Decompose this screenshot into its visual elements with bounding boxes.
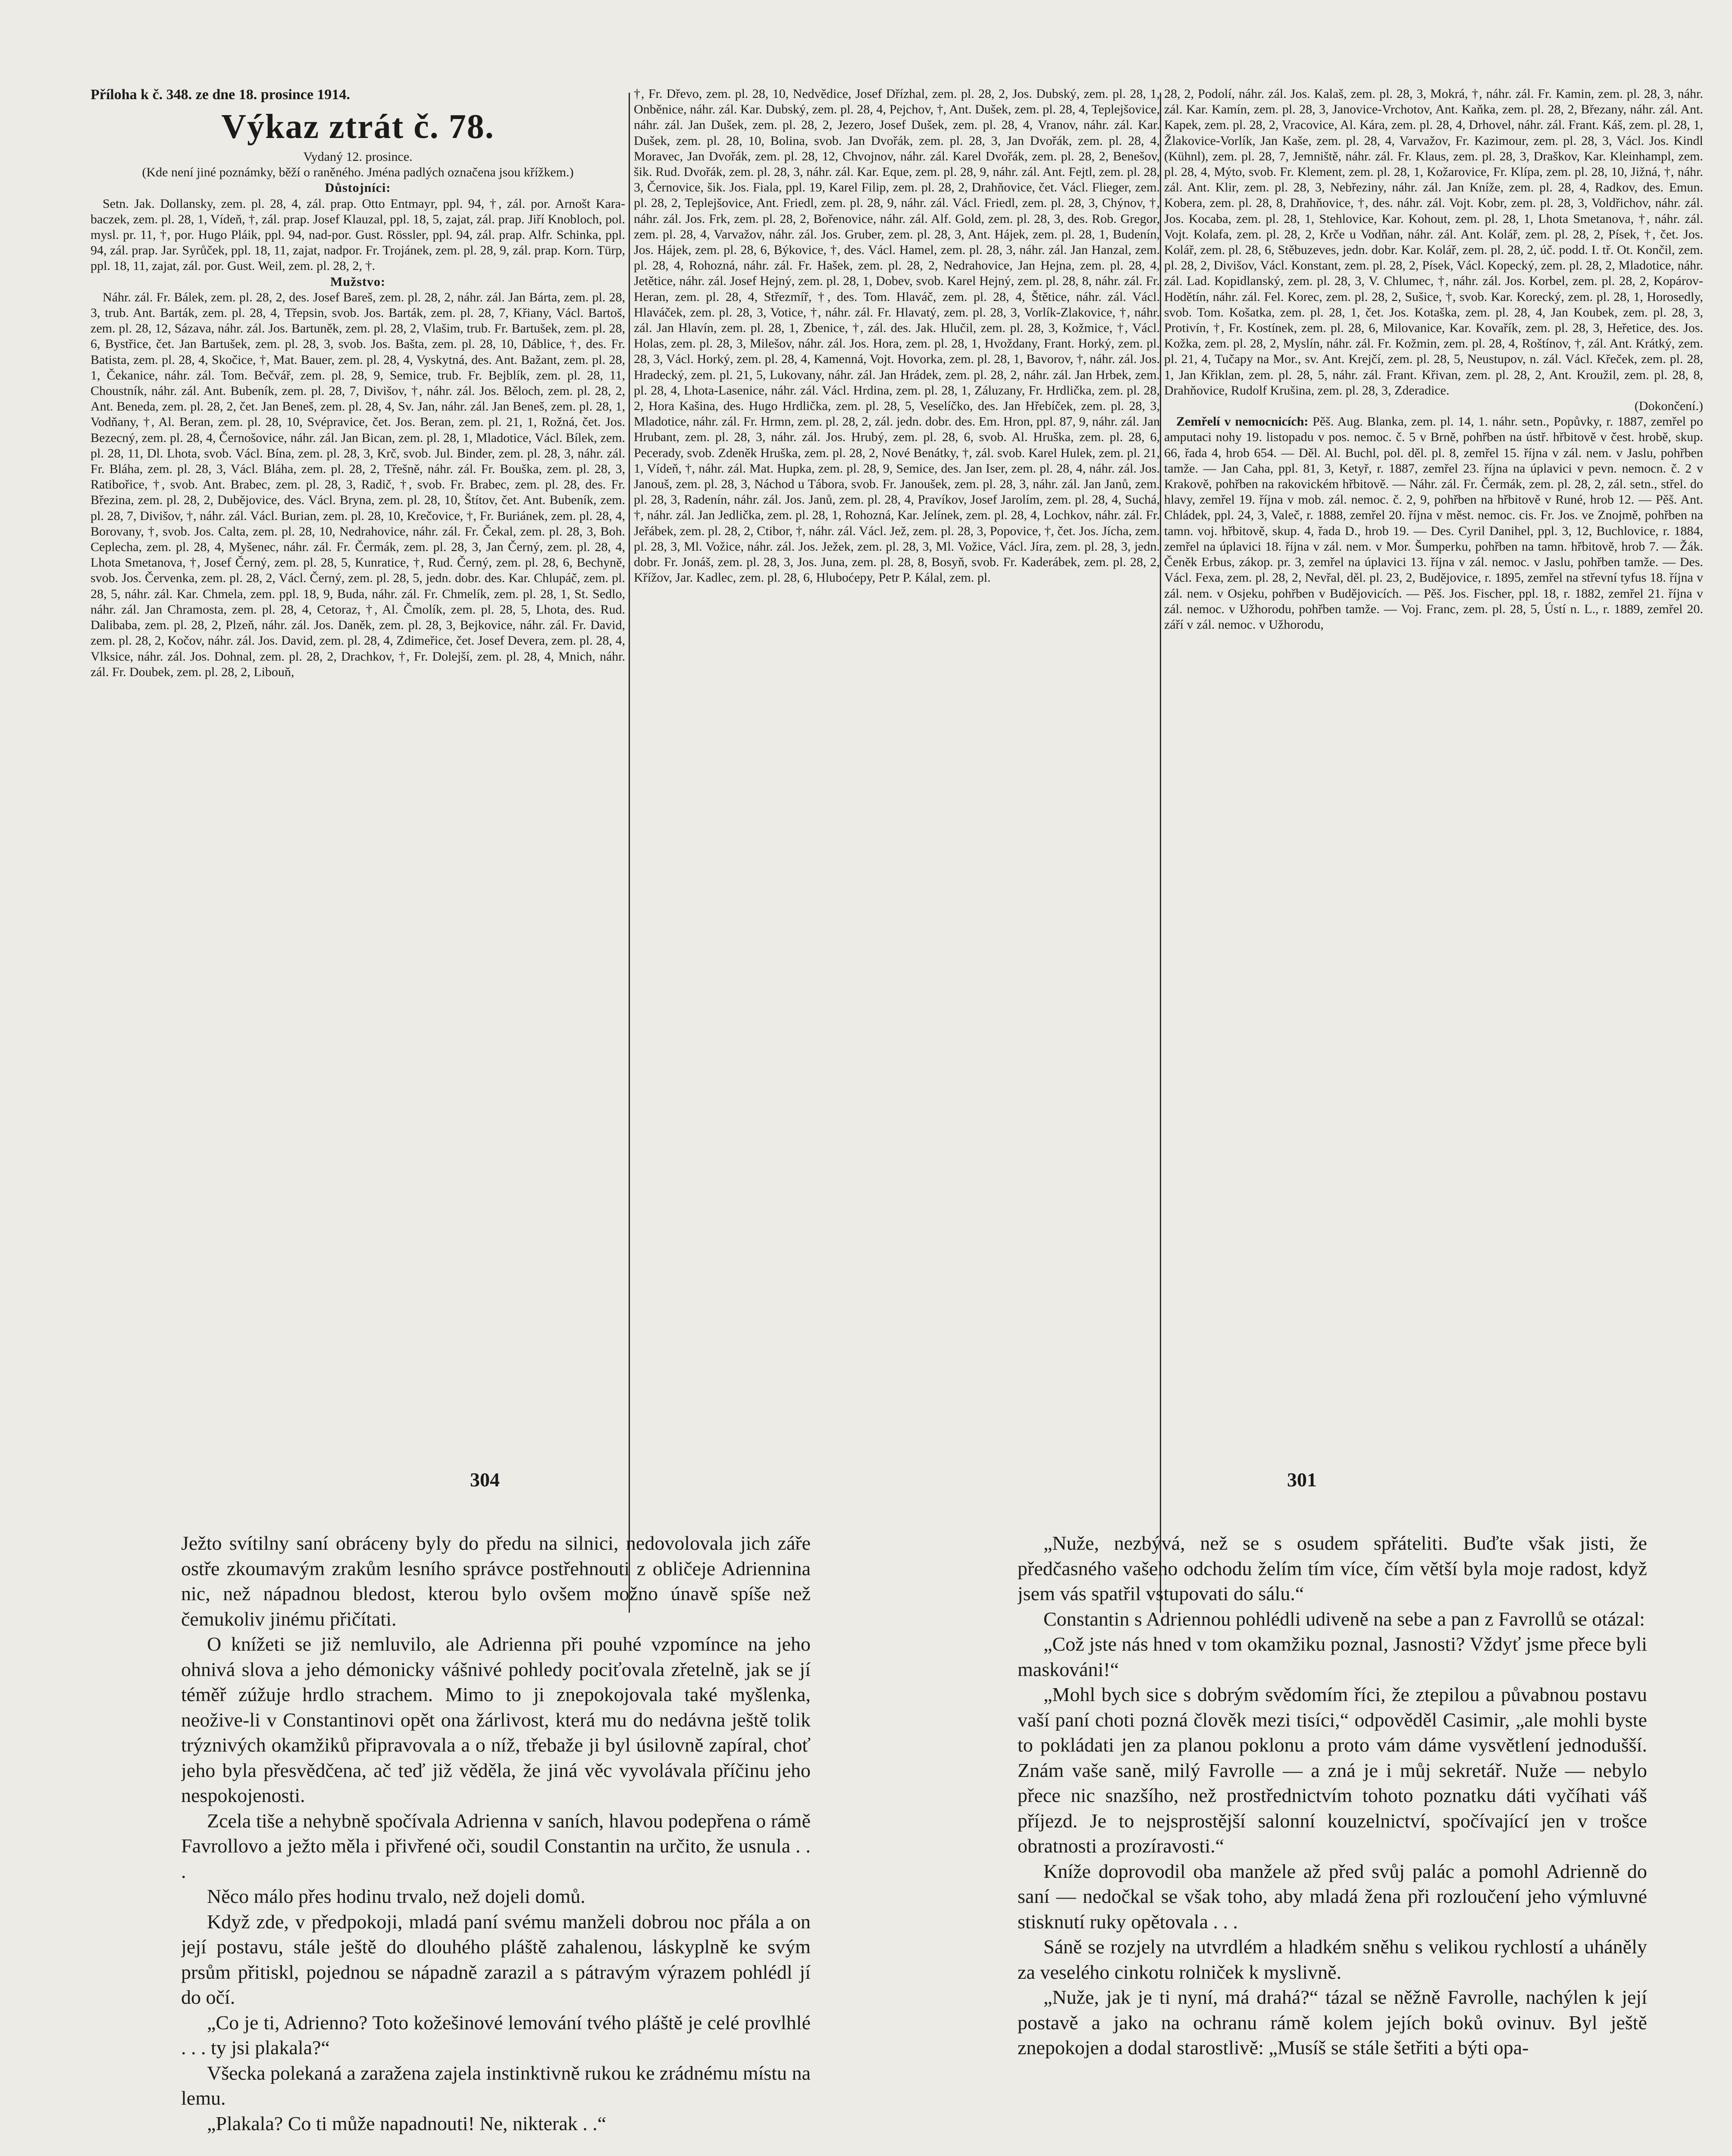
column-divider	[1160, 93, 1161, 1613]
story-paragraph: „Což jste nás hned v tom okamžiku poznal, Jasnosti? Vždyť jsme přece byli maskováni!“	[1018, 1633, 1647, 1680]
hospital-deaths-list: Pěš. Aug. Blanka, zem. pl. 14, 1. náhr. setn., Popůvky, r. 1887, zemřel po amputaci nohy 19. listopadu v pos. nemoc. č. 5 v Brně, pohřben na ústř. hřbitově v čest. hrobě, skup. 66, řada 4, hrob 654. — Děl. Al. Buchl, pol. děl. pl. 8, zemřel 15. října v zál. nem. v Jaslu, pohřben tamže. — Jan Caha, ppl. 81, 3, Ketyř, r. 1887, zemřel 23. října na úplavici v pevn. nemocn. č. 2 v Krakově, pohřben na rakovickém hřbitově. — Náhr. zál. Fr. Čermák, zem. pl. 28, 2, zál. setn., střel. do hlavy, zemřel 19. října v mob. zál. nemoc. č. 2, 9, pohřben na hřbitově v Runé, hrob 12. — Pěš. Ant. Chládek, ppl. 24, 3, Valeč, r. 1888, zemřel 20. října v měst. nemoc. cis. Fr. Jos. ve Znojmě, pohřben na tamn. voj. hřbitově, skup. 4, řada D., hrob 19. — Des. Cyril Danihel, ppl. 3, 12, Buchlovice, r. 1884, zemřel na úplavici 18. října v zál. nem. v Mor. Šumperku, pohřben na tamn. hřbitově, hrob 7. — Žák. Čeněk Erbus, zákop. pr. 3, zemřel na úplavici 13. října v zál. nemoc. v Jaslu, pohřben tamže. — Des. Václ. Fexa, zem. pl. 28, 2, Nevřal, děl. pl. 23, 2, Budějovice, r. 1895, zemřel na střevní tyfus 18. října v zál. nem. v Osjeku, pohřben v Budějovicích. — Pěš. Jos. Fischer, ppl. 18, r. 1882, zemřel 21. října v zál. nemoc. v Užhorodu, pohřben tamže. — Voj. Franc, zem. pl. 28, 5, Ústí n. L., r. 1889, zemřel 20. září v zál. nemoc. v Užhorodu,	[1164, 414, 1703, 632]
story-column-left	[181, 1531, 811, 2156]
hospital-deaths-heading: Zemřelí v nemocnicích:	[1176, 414, 1309, 429]
story-paragraph: Něco málo přes hodinu trvalo, než dojeli domů.	[207, 1885, 586, 1907]
officers-heading: Důstojníci:	[325, 181, 391, 195]
report-title: Výkaz ztrát č. 78.	[221, 108, 495, 146]
story-paragraph: Zcela tiše a nehybně spočívala Adrienna v saních, hlavou podepřena o rámě Favrollovo a ježto měla i přivřené oči, soudil Constantin na určito, že usnula . . .	[181, 1809, 811, 1882]
men-list-1: Náhr. zál. Fr. Bálek, zem. pl. 28, 2, des. Josef Bareš, zem. pl. 28, 2, náhr. zál. Jan Bárta, zem. pl. 28, 3, trub. Ant. Barták, zem. pl. 28, 4, Třepsin, svob. Jos. Barták, zem. pl. 28, 7, Křiany, Václ. Bartoš, zem. pl. 28, 12, Sázava, náhr. zál. Jos. Bartuněk, zem. pl. 28, 2, Vlašim, trub. Fr. Bartušek, zem. pl. 28, 6, Bystřice, čet. Jan Bartušek, zem. pl. 28, 3, svob. Jos. Bašta, zem. pl. 28, 10, Dáblice, †, des. Fr. Batista, zem. pl. 28, 4, Skočice, †, Mat. Bauer, zem. pl. 28, 4, Vyskytná, des. Ant. Bažant, zem. pl. 28, 1, Čekanice, náhr. zál. Tom. Bečvář, zem. pl. 28, 9, Semice, trub. Fr. Bejblík, zem. pl. 28, 11, Choustník, náhr. zál. Ant. Bubeník, zem. pl. 28, 7, Divišov, †, náhr. zál. Jos. Běloch, zem. pl. 28, 2, Ant. Beneda, zem. pl. 28, 2, čet. Jan Beneš, zem. pl. 28, 4, Sv. Jan, náhr. zál. Jan Beneš, zem. pl. 28, 1, Vodňany, †, Al. Beran, zem. pl. 28, 10, Svépravice, čet. Jos. Beran, zem. pl. 21, 1, Rožná, čet. Jos. Bezecný, zem. pl. 28, 4, Černošovice, náhr. zál. Jan Bican, zem. pl. 28, 1, Mladotice, Václ. Bílek, zem. pl. 28, 11, Dl. Lhota, svob. Václ. Bína, zem. pl. 28, 3, Krč, svob. Jul. Binder, zem. pl. 28, 3, náhr. zál. Fr. Bláha, zem. pl. 28, 3, Václ. Bláha, zem. pl. 28, 2, Třešně, náhr. zál. Fr. Bouška, zem. pl. 28, 3, Ratibořice, †, svob. Ant. Brabec, zem. pl. 28, 3, Radič, †, svob. Fr. Brabec, zem. pl. 28, des. Fr. Březina, zem. pl. 28, 2, Dubějovice, des. Václ. Bryna, zem. pl. 28, 10, Štítov, čet. Ant. Bubeník, zem. pl. 28, 7, Divišov, †, náhr. zál. Václ. Burian, zem. pl. 28, 10, Krečovice, †, Fr. Buriánek, zem. pl. 28, 4, Borovany, †, svob. Jos. Calta, zem. pl. 28, 10, Nedrahovice, náhr. zál. Fr. Čekal, zem. pl. 28, 3, Boh. Ceplecha, zem. pl. 28, 4, Myšenec, náhr. zál. Fr. Čermák, zem. pl. 28, 3, Jan Černý, zem. pl. 28, 4, Lhota Smetanova, †, Josef Černý, zem. pl. 28, 5, Kunratice, †, Rud. Černý, zem. pl. 28, 6, Bechyně, svob. Jos. Červenka, zem. pl. 28, 2, Václ. Černý, zem. pl. 28, 5, jedn. dobr. des. Kar. Chlupáč, zem. pl. 28, 5, náhr. zál. Kar. Chmela, zem. ppl. 18, 9, Buda, náhr. zál. Fr. Chmelík, zem. pl. 28, 1, St. Sedlo, náhr. zál. Jan Chramosta, zem. pl. 28, 4, Cetoraz, †, Al. Čmolík, zem. pl. 28, 5, Lhota, des. Rud. Dalibaba, zem. pl. 28, 2, Plzeň, náhr. zál. Jos. Daněk, zem. pl. 28, 3, Bejkovice, náhr. zál. Fr. David, zem. pl. 28, 2, Kočov, náhr. zál. Jos. David, zem. pl. 28, 4, Zdimeřice, čet. Josef Devera, zem. pl. 28, 4, Vlksice, náhr. zál. Jos. Dohnal, zem. pl. 28, 2, Drachkov, †, Fr. Dolejší, zem. pl. 28, 4, Mnich, náhr. zál. Fr. Doubek, zem. pl. 28, 2, Libouň,	[91, 290, 625, 679]
story-paragraph: Ježto svítilny saní obráceny byly do předu na silnici, nedovolovala jich záře ostře zkoumavým zrakům lesního správce postřehnouti z obličeje Adriennina nic, než nápadnou bledost, kterou bylo ovšem možno únavě spíše než čemukoliv jinému přičítati.	[181, 1532, 811, 1630]
story-paragraph: O knížeti se již nemluvilo, ale Adrienna při pouhé vzpomínce na jeho ohnivá slova a jeho démonicky vášnivé pohledy pociťovala zřetelně, jak se jí téměř zúžuje hrdlo strachem. Mimo to ji znepokojovala také myšlenka, neožive-li v Constantinovi opět ona žárlivost, která mu do nedávna ještě tolik trýznivých okamžiků připravovala a o níž, třebaže ji byl úsilovně zapíral, choť jeho byla přesvědčena, ač teď již věděla, že jiná věc vyvolávala příčinu jeho nespokojenosti.	[181, 1633, 811, 1806]
casualty-column-3	[1164, 86, 1703, 1619]
story-paragraph: Sáně se rozjely na utvrdlém a hladkém sněhu s velikou rychlostí a uháněly za veselého cinkotu rolniček k myslivně.	[1018, 1936, 1647, 1983]
report-note: (Kde není jiné poznámky, běží o raněného. Jména padlých označena jsou křížkem.)	[142, 165, 574, 180]
men-heading: Mužstvo:	[330, 274, 385, 289]
page-number-left: 304	[470, 1469, 500, 1491]
supplement-header: Příloha k č. 348. ze dne 18. prosince 1914.	[91, 87, 350, 103]
story-paragraph: Všecka polekaná a zaražena zajela instinktivně rukou ke zrádnému místu na lemu.	[181, 2062, 811, 2109]
casualty-column-1	[91, 86, 625, 1619]
story-column-right	[1018, 1531, 1647, 2156]
column-divider	[629, 93, 630, 1613]
concluded-note: (Dokončení.)	[1634, 399, 1703, 414]
story-paragraph: „Co je ti, Adrienno? Toto kožešinové lemování tvého pláště je celé provlhlé . . . ty jsi plakala?“	[181, 2011, 811, 2059]
story-paragraph: „Nuže, jak je ti nyní, má drahá?“ tázal se něžně Favrolle, nachýlen k její postavě a jako na ochranu rámě kolem jejích boků ovinuv. Byl ještě znepokojen a dodal starostlivě: „Musíš se stále šetřiti a býti opa-	[1018, 1986, 1647, 2059]
story-paragraph: Kníže doprovodil oba manžele až před svůj palác a pomohl Adrienně do saní — nedočkal se však toho, aby mladá žena při rozloučení jeho výmluvné stisknutí ruky opětovala . . .	[1018, 1860, 1647, 1933]
men-list-3: 28, 2, Podolí, náhr. zál. Jos. Kalaš, zem. pl. 28, 3, Mokrá, †, náhr. zál. Fr. Kamin, zem. pl. 28, 3, náhr. zál. Kar. Kamín, zem. pl. 28, 3, Janovice-Vrchotov, Ant. Kaňka, zem. pl. 28, 2, Březany, náhr. zál. Ant. Kapek, zem. pl. 28, 2, Vracovice, Al. Kára, zem. pl. 28, 4, Drhovel, náhr. zál. Frant. Káš, zem. pl. 28, 1, Žlakovice-Vorlík, Jan Kaše, zem. pl. 28, 4, Varvažov, Fr. Kazimour, zem. pl. 28, 3, Václ. Jos. Kindl (Kühnl), zem. pl. 28, 7, Jemniště, náhr. zál. Fr. Klaus, zem. pl. 28, 3, Draškov, Kar. Kleinhampl, zem. pl. 28, 4, Mýto, svob. Fr. Klement, zem. pl. 28, 1, Kožarovice, Fr. Klípa, zem. pl. 28, 10, Jižná, †, náhr. zál. Ant. Klir, zem. pl. 28, 3, Nebřeziny, náhr. zál. Jan Kníže, zem. pl. 28, 4, Radkov, des. Emun. Kobera, zem. pl. 28, 8, Drahňovice, †, des. náhr. zál. Vojt. Kobr, zem. pl. 28, 3, Voldřichov, náhr. zál. Jos. Kocaba, zem. pl. 28, 1, Stehlovice, Kar. Kohout, zem. pl. 28, 1, Lhota Smetanova, †, náhr. zál. Vojt. Kolafa, zem. pl. 28, 2, Krče u Vodňan, náhr. zál. Ant. Kolář, zem. pl. 28, 2, Písek, †, čet. Jos. Kolář, zem. pl. 28, 6, Stěbuzeves, jedn. dobr. Kar. Kolář, zem. pl. 28, 2, úč. podd. I. tř. Ot. Končil, zem. pl. 28, 2, Divišov, Václ. Konstant, zem. pl. 28, 2, Písek, Václ. Kopecký, zem. pl. 28, 2, Mladotice, náhr. zál. Lad. Kopidlanský, zem. pl. 28, 3, V. Chlumec, †, náhr. zál. Jos. Korbel, zem. pl. 28, 2, Kopárov-Hodětín, náhr. zál. Fel. Korec, zem. pl. 28, 2, Sušice, †, svob. Kar. Korecký, zem. pl. 28, 1, Horosedly, svob. Tom. Košatka, zem. pl. 28, 1, čet. Jos. Kotaška, zem. pl. 28, 4, Jan Koubek, zem. pl. 28, 3, Protivín, †, Fr. Kostínek, zem. pl. 28, 6, Milovanice, Kar. Kovařík, zem. pl. 28, 3, Heřetice, des. Jos. Kožka, zem. pl. 28, 2, Myslín, náhr. zál. Fr. Kožmin, zem. pl. 28, 4, Roštínov, †, zál. Ant. Krátký, zem. pl. 21, 4, Tučapy na Mor., sv. Ant. Krejčí, zem. pl. 28, 5, Neustupov, n. zál. Václ. Křeček, zem. pl. 28, 1, Jan Křiklan, zem. pl. 28, 5, náhr. zál. Frant. Křivan, zem. pl. 28, 2, Ant. Kroužil, zem. pl. 28, 8, Drahňovice, Rudolf Krušina, zem. pl. 28, 3, Zderadice.	[1164, 87, 1703, 398]
story-paragraph: „Plakala? Co ti může napadnouti! Ne, nikterak . .“	[207, 2112, 607, 2134]
page-number-right: 301	[1287, 1469, 1317, 1491]
story-paragraph: Když zde, v předpokoji, mladá paní svému manželi dobrou noc přála a on její postavu, stále ještě do dlouhého pláště zahalenou, láskyplně ke svým prsům přitiskl, pojednou se nápadně zarazil a s pátravým výrazem pohlédl jí do očí.	[181, 1910, 811, 2008]
officers-list: Setn. Jak. Dollansky, zem. pl. 28, 4, zál. prap. Otto Entmayr, ppl. 94, †, zál. por. Arnošt Kara-baczek, zem. pl. 28, 1, Vídeň, †, zál. prap. Josef Klauzal, ppl. 18, 5, zajat, zál. prap. Jiří Knobloch, pol. mysl. pr. 11, †, por. Hugo Pláik, ppl. 94, nad-por. Gust. Rössler, ppl. 94, zál. prap. Alfr. Schinka, ppl. 94, zál. prap. Jar. Syrůček, ppl. 18, 11, zajat, nadpor. Fr. Trojánek, zem. pl. 28, 9, zál. prap. Korn. Türp, ppl. 18, 11, zajat, zál. por. Gust. Weil, zem. pl. 28, 2, †.	[91, 196, 625, 273]
men-list-2: †, Fr. Dřevo, zem. pl. 28, 10, Nedvědice, Josef Dřízhal, zem. pl. 28, 2, Jos. Dubský, zem. pl. 28, 1, Onběnice, náhr. zál. Kar. Dubský, zem. pl. 28, 4, Pejchov, †, Ant. Dušek, zem. pl. 28, 4, Teplejšovice, náhr. zál. Jan Dušek, zem. pl. 28, 2, Jezero, Josef Dušek, zem. pl. 28, 4, Vranov, náhr. zál. Kar. Dušek, zem. pl. 28, 10, Bolina, svob. Jan Dvořák, zem. pl. 28, 3, Jan Dvořák, zem. pl. 28, 4, Moravec, Jan Dvořák, zem. pl. 28, 12, Chvojnov, náhr. zál. Karel Dvořák, zem. pl. 28, 2, Benešov, šik. Rud. Dvořák, zem. pl. 28, 3, náhr. zál. Kar. Eque, zem. pl. 28, 9, náhr. zál. Ant. Fejtl, zem. pl. 28, 3, Černovice, šik. Jos. Fiala, ppl. 19, Karel Filip, zem. pl. 28, 2, Drahňovice, čet. Václ. Flieger, zem. pl. 28, 2, Teplejšovice, Ant. Friedl, zem. pl. 28, 9, náhr. zál. Václ. Friedl, zem. pl. 28, 3, Chýnov, †, náhr. zál. Jos. Frk, zem. pl. 28, 2, Bořenovice, náhr. zál. Alf. Gold, zem. pl. 28, 3, des. Rob. Gregor, zem. pl. 28, 4, Varvažov, náhr. zál. Jos. Gruber, zem. pl. 28, 3, Ant. Hájek, zem. pl. 28, 1, Budenín, Jos. Hájek, zem. pl. 28, 6, Býkovice, †, des. Václ. Hamel, zem. pl. 28, 3, náhr. zál. Jan Hanzal, zem. pl. 28, 4, Rohozná, náhr. zál. Fr. Hašek, zem. pl. 28, 2, Nedrahovice, Jan Hejna, zem. pl. 28, 4, Jetětice, náhr. zál. Josef Hejný, zem. pl. 28, 1, Dobev, svob. Karel Hejný, zem. pl. 28, 8, náhr. zál. Fr. Heran, zem. pl. 28, 4, Střezmíř, †, des. Tom. Hlaváč, zem. pl. 28, 4, Štětice, náhr. zál. Václ. Hlaváček, zem. pl. 28, 3, Votice, †, náhr. zál. Fr. Hlavatý, zem. pl. 28, 3, Vorlík-Zlakovice, †, náhr. zál. Jan Hlavín, zem. pl. 28, 1, Zbenice, †, zál. des. Jak. Hlučil, zem. pl. 28, 3, Kožmice, †, Václ. Holas, zem. pl. 28, 3, Milešov, náhr. zál. Jos. Hora, zem. pl. 28, 1, Hvoždany, Frant. Horký, zem. pl. 28, 3, Václ. Horký, zem. pl. 28, 4, Kamenná, Vojt. Hovorka, zem. pl. 28, 1, Bavorov, †, náhr. zál. Jos. Hradecký, zem. pl. 21, 5, Lukovany, náhr. zál. Jan Hrádek, zem. pl. 28, 2, náhr. zál. Jan Hrbek, zem. pl. 28, 4, Lhota-Lasenice, náhr. zál. Václ. Hrdina, zem. pl. 28, 1, Záluzany, Fr. Hrdlička, zem. pl. 28, 2, Hora Kašina, des. Hugo Hrdlička, zem. pl. 28, 5, Veselíčko, des. Jan Hřebíček, zem. pl. 28, 3, Mladotice, náhr. zál. Fr. Hrmn, zem. pl. 28, 2, zál. jedn. dobr. des. Em. Hron, ppl. 87, 9, náhr. zál. Jan Hrubant, zem. pl. 28, 3, náhr. zál. Jos. Hrubý, zem. pl. 28, 6, svob. Al. Hruška, zem. pl. 28, 6, Pecerady, svob. Zdeněk Hruška, zem. pl. 28, 2, Nové Benátky, †, zál. svob. Karel Hulek, zem. pl. 21, 1, Vídeň, †, náhr. zál. Mat. Hupka, zem. pl. 28, 9, Semice, des. Jan Iser, zem. pl. 28, 4, náhr. zál. Jos. Janouš, zem. pl. 28, 3, Náchod u Tábora, svob. Fr. Janoušek, zem. pl. 28, 3, náhr. zál. Jan Janů, zem. pl. 28, 3, Radenín, náhr. zál. Jos. Janů, zem. pl. 28, 4, Pravíkov, Josef Jarolím, zem. pl. 28, 4, Suchá, †, náhr. zál. Jan Jedlička, zem. pl. 28, 1, Rohozná, Kar. Jelínek, zem. pl. 28, 4, Lochkov, náhr. zál. Fr. Jeřábek, zem. pl. 28, 2, Ctibor, †, náhr. zál. Václ. Jež, zem. pl. 28, 3, Popovice, †, čet. Jos. Jícha, zem. pl. 28, 3, Ml. Vožice, náhr. zál. Jos. Ježek, zem. pl. 28, 3, Ml. Vožice, Václ. Jíra, zem. pl. 28, 3, jedn. dobr. Fr. Jonáš, zem. pl. 28, 3, Jos. Juna, zem. pl. 28, 8, Bosyň, svob. Fr. Kaderábek, zem. pl. 28, 2, Křížov, Jar. Kadlec, zem. pl. 28, 6, Hluboćepy, Petr P. Kálal, zem. pl.	[634, 87, 1160, 585]
issued-date: Vydaný 12. prosince.	[303, 150, 413, 164]
story-paragraph: Constantin s Adriennou pohlédli udiveně na sebe a pan z Favrollů se otázal:	[1043, 1608, 1645, 1630]
casualty-column-2	[634, 86, 1160, 1619]
story-paragraph: „Nuže, nezbývá, než se s osudem spřáteliti. Buďte však jisti, že předčasného vašeho odchodu želím tím více, čím větší byla moje radost, když jsem vás spatřil vstupovati do sálu.“	[1018, 1532, 1647, 1604]
story-paragraph: „Mohl bych sice s dobrým svědomím říci, že ztepilou a půvabnou postavu vaší paní choti pozná člověk mezi tisíci,“ odpověděl Casimir, „ale mohli byste to pokládati jen za planou poklonu a proto vám dáme vysvětlení jednodušší. Znám vaše saně, milý Favrolle — a zná je i můj sekretář. Nuže — nebylo přece nic snazšího, než prostřednictvím tohoto poznatku dáti vyčíhati váš příjezd. Je to nejsprostější salonní kouzelnictví, spočívající jen v trošce obratnosti a prozíravosti.“	[1018, 1683, 1647, 1857]
